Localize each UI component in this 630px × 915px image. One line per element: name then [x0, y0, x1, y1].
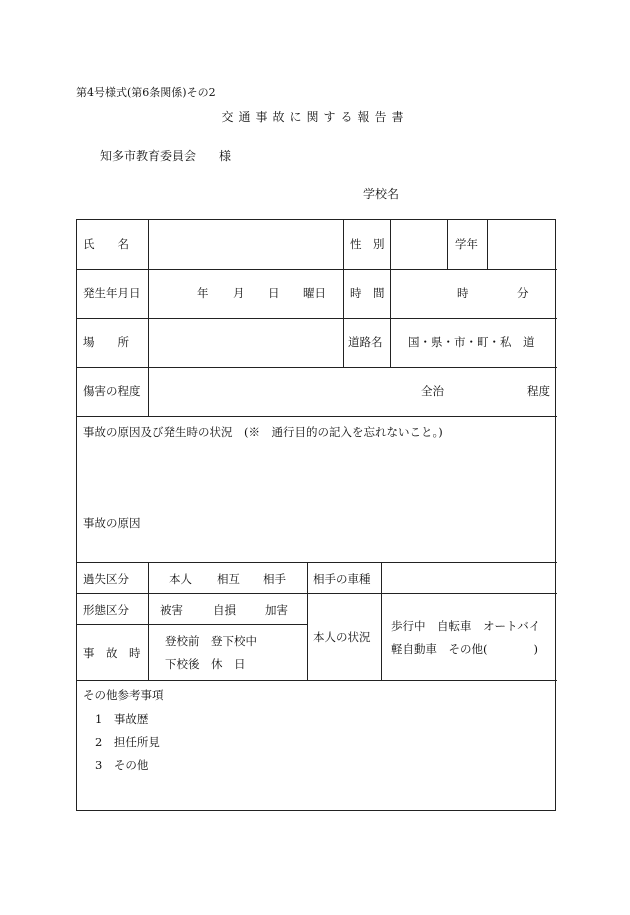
time-minute-unit: 分 [517, 286, 529, 300]
date-day-unit: 日 [268, 286, 280, 300]
fault-option-mutual: 相互 [217, 572, 240, 586]
place-label: 場 所 [83, 335, 129, 349]
form-type-label: 形態区分 [83, 603, 129, 617]
accident-time-line1: 登校前 登下校中 [165, 634, 257, 648]
date-month-unit: 月 [233, 286, 245, 300]
accident-time-label: 事 故 時 [83, 646, 141, 660]
cause-header: 事故の原因及び発生時の状況 (※ 通行目的の記入を忘れないこと。) [83, 425, 443, 439]
other-notes-item-other: 3 その他 [95, 758, 149, 772]
fault-label: 過失区分 [83, 572, 129, 586]
addressee: 知多市教育委員会 [100, 149, 197, 163]
school-name-label: 学校名 [363, 187, 400, 201]
other-notes-label: その他参考事項 [83, 688, 164, 702]
report-table [76, 219, 556, 811]
date-label: 発生年月日 [83, 286, 141, 300]
date-year-unit: 年 [197, 286, 209, 300]
fault-option-other: 相手 [263, 572, 286, 586]
other-vehicle-label: 相手の車種 [313, 572, 371, 586]
self-status-line2: 軽自動車 その他( ) [391, 642, 538, 656]
cause-label: 事故の原因 [83, 516, 141, 530]
injury-label: 傷害の程度 [83, 384, 141, 398]
time-label: 時 間 [350, 286, 385, 300]
gender-label: 性 別 [350, 237, 385, 251]
date-weekday-unit: 曜日 [303, 286, 326, 300]
injury-full-label: 全治 [421, 384, 444, 398]
self-status-label: 本人の状況 [313, 630, 371, 644]
time-hour-unit: 時 [457, 286, 469, 300]
road-types: 国・県・市・町・私 道 [408, 335, 535, 349]
name-label: 氏 名 [83, 237, 129, 251]
self-status-line1: 歩行中 自転車 オートバイ [391, 619, 541, 633]
other-notes-item-history: 1 事故歴 [95, 712, 149, 726]
form-type-option-perpetrator: 加害 [265, 603, 288, 617]
other-notes-item-teacher: 2 担任所見 [95, 735, 160, 749]
form-number: 第4号様式(第6条関係)その2 [76, 86, 216, 99]
injury-degree-label: 程度 [527, 384, 550, 398]
grade-label: 学年 [455, 237, 478, 251]
fault-option-self: 本人 [169, 572, 192, 586]
road-label: 道路名 [348, 335, 383, 349]
addressee-suffix: 様 [219, 149, 232, 163]
form-title: 交通事故に関する報告書 [221, 110, 409, 124]
accident-time-line2: 下校後 休 日 [165, 657, 246, 671]
form-type-option-self: 自損 [213, 603, 236, 617]
form-type-option-victim: 被害 [160, 603, 183, 617]
